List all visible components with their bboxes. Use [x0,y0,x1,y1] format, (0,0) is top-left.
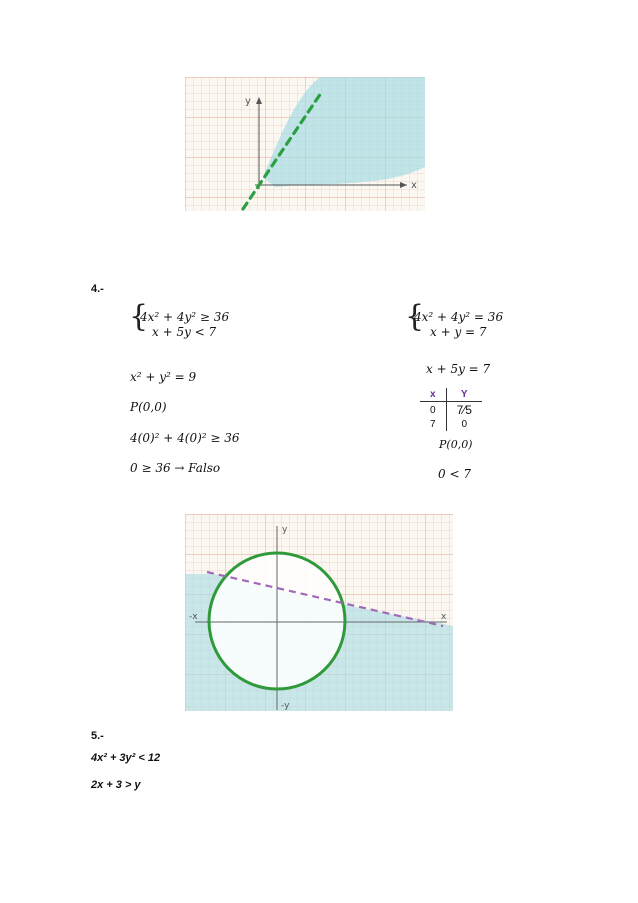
table-cell: 0 [420,402,446,419]
table-cell: 7⁄5 [456,403,472,417]
graph-1 [185,77,425,211]
table-cell: 7 [420,418,446,431]
graph-1-y-label: y [245,96,251,107]
graph-1-svg [185,77,425,211]
right-system-line1: 4x² + 4y² = 36 [414,310,504,324]
graph-2-svg [185,514,453,711]
table-header-y: Y [446,388,482,402]
step-1: x² + y² = 9 [130,370,197,384]
graph-2-x-label: x [441,612,447,622]
step-4: 0 ≥ 36 → Falso [130,461,221,475]
right-system-brace: { [405,299,425,334]
left-system-line1: 4x² + 4y² ≥ 36 [140,310,230,324]
graph-1-x-label: x [411,180,417,191]
graph-2-neg-y-label: -y [281,701,290,711]
graph-2-y-label: y [282,525,288,535]
problem-5-line1: 4x² + 3y² < 12 [91,752,161,764]
test-result: 0 < 7 [438,467,471,481]
problem-5-number: 5.- [91,730,104,742]
test-point: P(0,0) [439,438,473,451]
right-equation: x + 5y = 7 [426,362,491,376]
right-system-line2: x + y = 7 [430,325,487,339]
problem-5-line2: 2x + 3 > y [91,779,141,791]
left-system-brace: { [129,299,149,334]
graph-2 [185,514,453,711]
step-3: 4(0)² + 4(0)² ≥ 36 [130,431,240,445]
left-system-line2: x + 5y < 7 [152,325,217,339]
problem-4-number: 4.- [91,283,104,295]
table-cell: 0 [461,419,468,430]
table-header-x: x [420,388,446,402]
graph-2-neg-x-label: -x [189,612,198,622]
step-2: P(0,0) [130,400,167,414]
value-table [420,388,482,431]
